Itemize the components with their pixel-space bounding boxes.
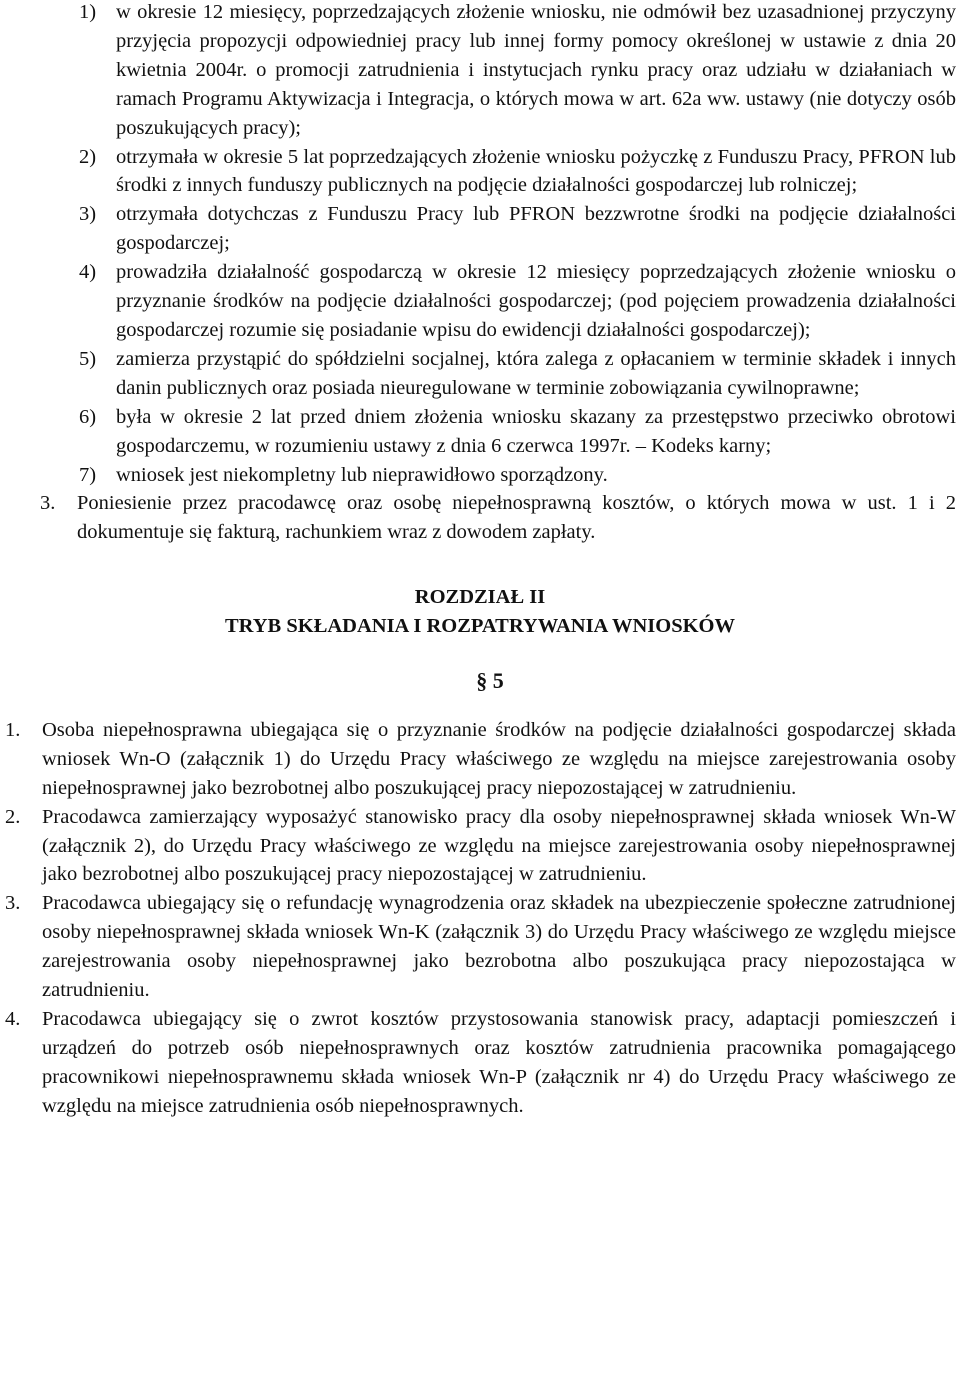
item-text: Pracodawca ubiegający się o zwrot kosztów przystosowania stanowisk pracy, adaptacji pomieszczeń i urządzeń do potrzeb osób niepełnosprawnych oraz kosztów zatrudnienia pracownika pomagającego pracownikowi niepełnosprawnemu składa wniosek Wn-P (załącznik nr 4) do Urzędu Pracy właściwego ze względu na miejsce zatrudnienia osób niepełnosprawnych. <box>42 1008 956 1117</box>
item-number: 4. <box>5 1008 21 1030</box>
list-item <box>5 1005 956 1121</box>
section-list <box>0 716 960 1121</box>
item-number: 1) <box>79 1 97 23</box>
item-text: otrzymała dotychczas z Funduszu Pracy lub PFRON bezzwrotne środki na podjęcie działalności gospodarczej; <box>116 203 956 255</box>
item-text: była w okresie 2 lat przed dniem złożenia wniosku skazany za przestępstwo przeciwko obrotowi gospodarczemu, w rozumieniu ustawy z dnia 6 czerwca 1997r. – Kodeks karny; <box>116 405 956 457</box>
list-item <box>79 461 956 490</box>
item-number: 2) <box>79 145 97 168</box>
section-number: § 5 <box>476 668 504 694</box>
item-number: 6) <box>79 405 97 428</box>
item-text: Pracodawca ubiegający się o refundację wynagrodzenia oraz składek na ubezpieczenie społeczne zatrudnionej osoby niepełnosprawnej składa wniosek Wn-K (załącznik 3) do Urzędu Pracy właściwego ze względu miejsce zarejestrowania osoby niepełnosprawnej jako bezrobotna albo poszukująca pracy niepozostająca w zatrudnieniu. <box>42 892 956 1002</box>
list-item <box>5 889 956 1005</box>
item-text: zamierza przystąpić do spółdzielni socjalnej, która zalega z opłacaniem w terminie składek i innych danin publicznych oraz posiada nieuregulowane w terminie zobowiązania cywilnoprawne; <box>116 347 956 399</box>
item-number: 4) <box>79 261 97 284</box>
list-item <box>79 143 956 201</box>
list-item <box>5 803 956 890</box>
item-text: wniosek jest niekompletny lub nieprawidłowo sporządzony. <box>116 463 608 486</box>
item-text: Poniesienie przez pracodawcę oraz osobę niepełnosprawną kosztów, o których mowa w ust. 1 i 2 dokumentuje się fakturą, rachunkiem wraz z dowodem zapłaty. <box>77 492 956 544</box>
item-number: 3. <box>40 492 56 515</box>
item-number: 3) <box>79 203 97 226</box>
item-number: 2. <box>5 805 21 828</box>
item-number: 3. <box>5 892 21 915</box>
list-item <box>79 345 956 403</box>
item-number: 1. <box>5 718 21 741</box>
chapter-subtitle: TRYB SKŁADANIA I ROZPATRYWANIA WNIOSKÓW <box>224 615 735 638</box>
chapter-title: ROZDZIAŁ II <box>414 586 546 609</box>
item-text: Pracodawca zamierzający wyposażyć stanowisko pracy dla osoby niepełnosprawnej składa wniosek Wn-W (załącznik 2), do Urzędu Pracy właściwego ze względu na miejsce zarejestrowania osoby niepełnosprawnej jako bezrobotnej albo poszukującej pracy niepozostającej w zatrudnieniu. <box>42 805 956 886</box>
item-text: w okresie 12 miesięcy, poprzedzających złożenie wniosku, nie odmówił bez uzasadnionej przyczyny przyjęcia propozycji odpowiedniej pracy lub innej formy pomocy określonej w ustawie z dnia 20 kwietnia 2004r. o promocji zatrudnienia i instytucjach rynku pracy oraz udziału w działaniach w ramach Programu Aktywizacja i Integracja, o których mowa w art. 62a ww. ustawy (nie dotyczy osób poszukujących pracy); <box>116 1 956 139</box>
list-item <box>79 0 956 143</box>
list-item <box>79 403 956 461</box>
list-item <box>5 716 956 803</box>
item-text: prowadziła działalność gospodarczą w okresie 12 miesięcy poprzedzających złożenie wniosku o przyznanie środków na podjęcie działalności gospodarczej; (pod pojęciem prowadzenia działalności gospodarczej rozumie się posiadanie wpisu do ewidencji działalności gospodarczej); <box>116 261 956 341</box>
list-item <box>79 258 956 345</box>
item-text: Osoba niepełnosprawna ubiegająca się o przyznanie środków na podjęcie działalności gospodarczej składa wniosek Wn-O (załącznik 1) do Urzędu Pracy właściwego ze względu na miejsce zarejestrowania osoby niepełnosprawnej jako bezrobotnej albo poszukującej pracy niepozostającej w zatrudnieniu. <box>42 718 956 799</box>
item-number: 7) <box>79 463 97 486</box>
item-text: otrzymała w okresie 5 lat poprzedzających złożenie wniosku pożyczkę z Funduszu Pracy, PFRON lub środki z innych funduszy publicznych na podjęcie działalności gospodarczej lub rolniczej; <box>116 145 956 197</box>
sub-list <box>0 0 960 489</box>
paragraph-item-3 <box>40 489 956 547</box>
item-number: 5) <box>79 347 97 370</box>
list-item <box>79 200 956 258</box>
